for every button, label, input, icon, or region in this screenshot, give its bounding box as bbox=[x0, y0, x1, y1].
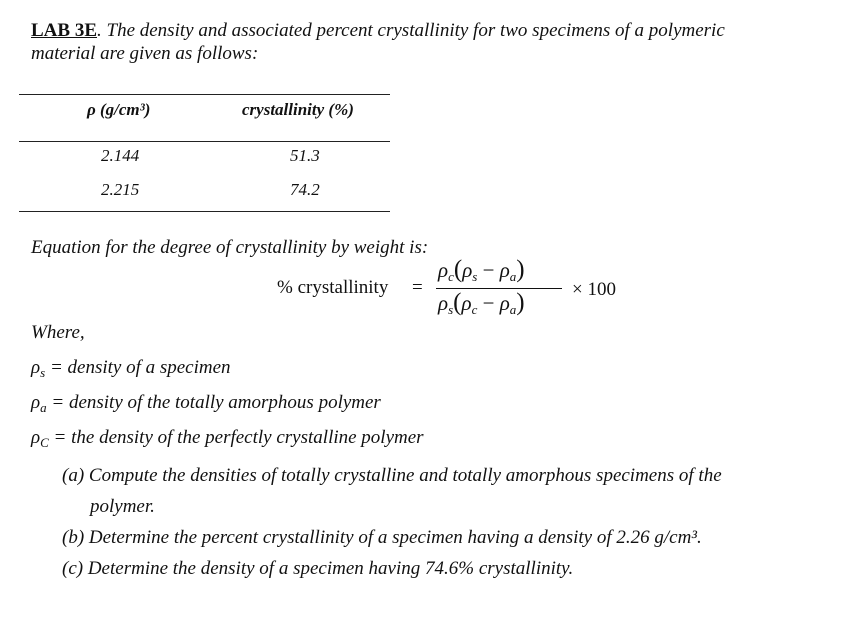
table-cell-crystallinity-1: 51.3 bbox=[290, 146, 320, 165]
intro-text: . The density and associated percent crystallinity for two specimens of a polymeric bbox=[97, 20, 725, 41]
equation-lhs: % crystallinity bbox=[277, 277, 389, 298]
table-bottom-rule bbox=[19, 211, 390, 212]
table-cell-crystallinity-2: 74.2 bbox=[290, 180, 320, 199]
definition-rho-c: $\rho_C$ = the density of the perfectly crystalline polymer bbox=[31, 427, 424, 450]
where-label: Where, bbox=[31, 322, 85, 343]
question-c: (c) Determine the density of a specimen having 74.6% crystallinity. bbox=[62, 558, 574, 579]
equation-intro: Equation for the degree of crystallinity by weight is: bbox=[31, 237, 429, 258]
table-cell-density-2: 2.215 bbox=[101, 180, 140, 199]
definition-rho-a: $\rho_a$ = density of the totally amorphous polymer bbox=[31, 392, 381, 415]
problem-intro-line-1 bbox=[31, 20, 725, 42]
table-header-density: ρ (g/cm³) bbox=[87, 100, 151, 119]
table-cell-density-1: 2.144 bbox=[101, 146, 140, 165]
problem-intro-line-2: material are given as follows: bbox=[31, 43, 259, 64]
definition-rho-s: $\rho_s$ = density of a specimen bbox=[31, 357, 231, 380]
question-b: (b) Determine the percent crystallinity of a specimen having a density of 2.26 g/cm³. bbox=[62, 527, 702, 548]
question-a-line-1: (a) Compute the densities of totally crystalline and totally amorphous specimens of the bbox=[62, 465, 722, 486]
table-header-rule bbox=[19, 141, 390, 142]
table-header-crystallinity: crystallinity (%) bbox=[242, 100, 354, 119]
equation-denominator: $\rho_s(\rho_c - \rho_a)$ bbox=[438, 289, 525, 317]
question-a-line-2: polymer. bbox=[90, 496, 155, 517]
equation-multiplier: × 100 bbox=[572, 279, 616, 300]
table-top-rule bbox=[19, 94, 390, 95]
equation-equals: = bbox=[412, 277, 423, 298]
lab-label: LAB 3E bbox=[31, 20, 97, 41]
equation-numerator: $\rho_c(\rho_s - \rho_a)$ bbox=[438, 256, 525, 284]
